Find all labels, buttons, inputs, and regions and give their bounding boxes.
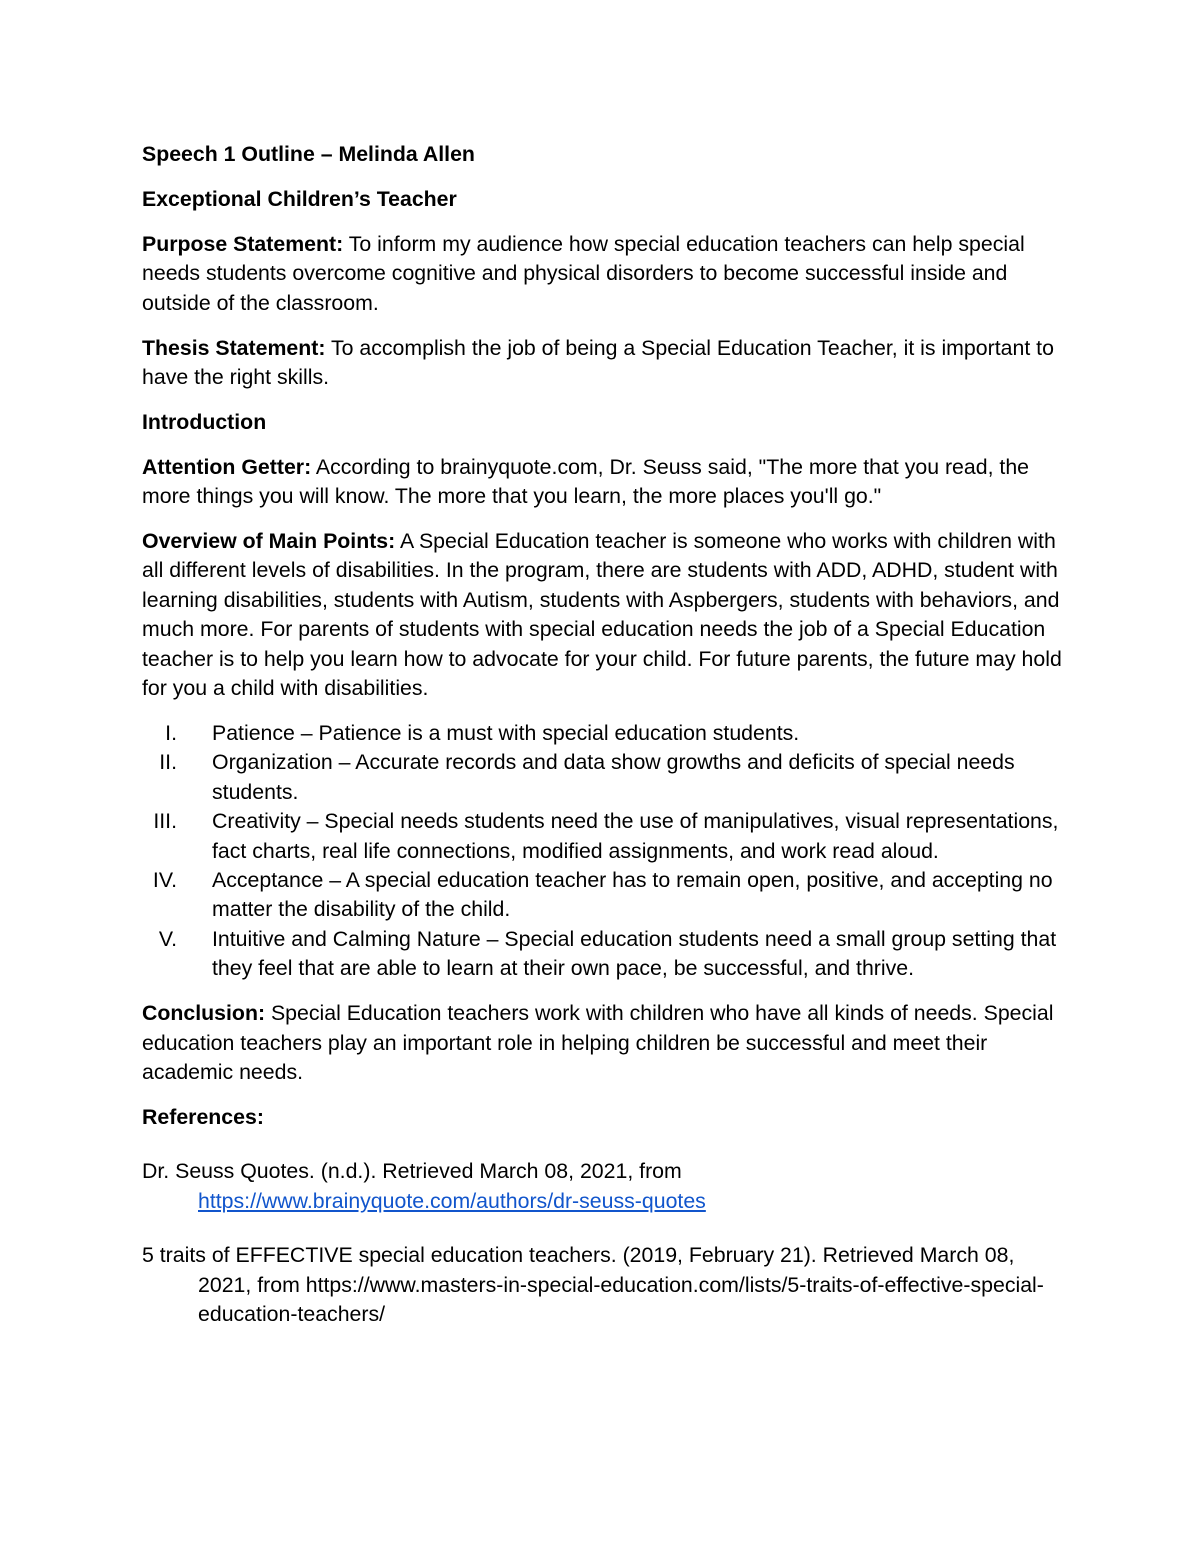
list-item-number: I. (165, 721, 177, 745)
conclusion (142, 999, 1062, 1087)
attention-label: Attention Getter: (142, 454, 312, 479)
list-item (142, 719, 1062, 748)
introduction-heading: Introduction (142, 409, 267, 434)
overview-label: Overview of Main Points: (142, 529, 396, 554)
list-item (142, 925, 1062, 984)
conclusion-label: Conclusion: (142, 1001, 266, 1026)
list-item-text: Creativity – Special needs students need the use of manipulatives, visual representations, fact charts, real life connections, modified assignments, and work read aloud. (212, 809, 1059, 863)
document-title: Speech 1 Outline – Melinda Allen (142, 142, 475, 166)
reference-text: Dr. Seuss Quotes. (n.d.). Retrieved March 08, 2021, from (142, 1159, 682, 1184)
references-heading: References: (142, 1104, 264, 1129)
overview-text: A Special Education teacher is someone who works with children with all different levels of disabilities. In the program, there are students with ADD, ADHD, student with learning disabilities, students with Autism, students with Aspbergers, students with behaviors, and much more. For parents of students with special education needs the job of a Special Education teacher is to help you learn how to advocate for your child. For future parents, the future may hold for you a child with disabilities. (142, 529, 1062, 701)
purpose-text: To inform my audience how special education teachers can help special needs students overcome cognitive and physical disorders to become successful inside and outside of the classroom. (142, 231, 1025, 315)
list-item-text: Organization – Accurate records and data show growths and deficits of special needs students. (212, 750, 1015, 804)
conclusion-text: Special Education teachers work with children who have all kinds of needs. Special education teachers play an important role in helping children be successful and meet their academic needs. (142, 1001, 1054, 1084)
list-item-number: III. (153, 809, 177, 834)
list-item-text: Intuitive and Calming Nature – Special education students need a small group setting that they feel that are able to learn at their own pace, be successful, and thrive. (212, 926, 1057, 981)
reference-link[interactable]: https://www.brainyquote.com/authors/dr-seuss-quotes (198, 1188, 706, 1213)
overview-main-points (142, 527, 1062, 703)
list-item-number: V. (158, 926, 177, 951)
main-points-list (142, 719, 1062, 984)
thesis-text: To accomplish the job of being a Special Education Teacher, it is important to have the right skills. (142, 335, 1054, 389)
purpose-label: Purpose Statement: (142, 231, 344, 256)
list-item-number: II. (159, 750, 177, 775)
document-page (142, 140, 1062, 1329)
list-item-text: Acceptance – A special education teacher has to remain open, positive, and accepting no matter the disability of the child. (212, 868, 1053, 922)
list-item (142, 866, 1062, 925)
document-subtitle: Exceptional Children’s Teacher (142, 186, 457, 211)
reference-entry-1 (142, 1157, 1062, 1216)
thesis-statement (142, 334, 1062, 393)
list-item-text: Patience – Patience is a must with special education students. (212, 721, 800, 745)
list-item-number: IV. (152, 868, 177, 893)
reference-entry-2: 5 traits of EFFECTIVE special education teachers. (2019, February 21). Retrieved March 08, 2021, from https://www.masters-in-special-education.com/lists/5-traits-of-effective-special-education-teachers/ (142, 1243, 1044, 1326)
list-item (142, 748, 1062, 807)
attention-getter (142, 453, 1062, 512)
list-item (142, 807, 1062, 866)
purpose-statement (142, 230, 1062, 318)
thesis-label: Thesis Statement: (142, 335, 326, 360)
attention-text: According to brainyquote.com, Dr. Seuss said, "The more that you read, the more things you will know. The more that you learn, the more places you'll go." (142, 454, 1030, 509)
